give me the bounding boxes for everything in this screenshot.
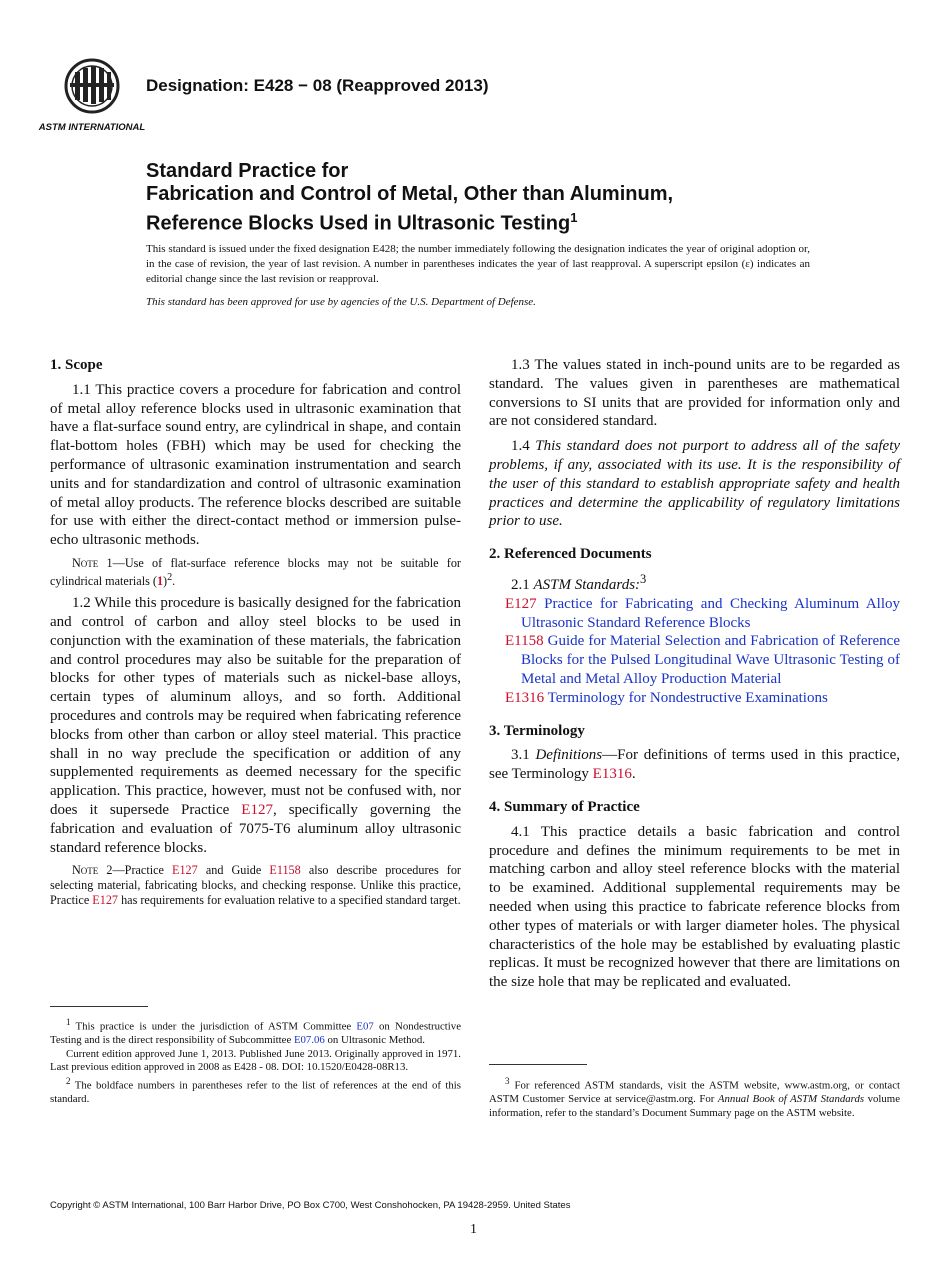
preamble (146, 242, 810, 318)
reference-link-1[interactable]: 1 (156, 573, 164, 588)
link-e07[interactable]: E07 (356, 1020, 374, 1033)
reference-item[interactable]: E1316 Terminology for Nondestructive Examinations (505, 689, 828, 706)
footnote-1: $^1$ This practice is under the jurisdiction of ASTM Committee E07 on Nondestructive Testing and is the direct responsibility of Subcommittee E07.06 on Ultrasonic Method. (50, 1017, 461, 1047)
preamble-designation-note: This standard is issued under the fixed designation E428; the number immediately following the designation indicates the year of original adoption or, in the case of revision, the year of last revision. A number in parentheses indicates the year of last reapproval. A superscript epsilon (ε) indicates an editorial change since the last revision or reapproval. (146, 243, 810, 285)
section-heading-terminology: 3. Terminology (489, 722, 585, 739)
footnote-3: $^3$ For referenced ASTM standards, visit the ASTM website, www.astm.org, or contact ASTM Customer Service at service@astm.org. For Annual Book of ASTM Standards volume information, refer to the standard’s Document Summary page on the ASTM website. (489, 1076, 900, 1119)
title-line-2: Fabrication and Control of Metal, Other than Aluminum, (146, 183, 674, 205)
link-e1158[interactable]: E1158 (505, 633, 544, 650)
footnote-rule (50, 1006, 148, 1007)
section-heading-summary: 4. Summary of Practice (489, 798, 640, 815)
paragraph-2-1: 2.1 ASTM Standards:$^3$ (511, 571, 647, 593)
reference-item[interactable]: E1158 Guide for Material Selection and Fabrication of Reference Blocks for the Pulsed Longitudinal Wave Ultrasonic Testing of Metal and Metal Alloy Production Material (505, 633, 900, 687)
footnote-2: $^2$ The boldface numbers in parentheses refer to the list of references at the end of this standard. (50, 1075, 461, 1106)
link-e127[interactable]: E127 (92, 892, 119, 907)
note-2: Note 2—Practice E127 and Guide E1158 also describe procedures for selecting material, fabricating blocks, and checking response. Unlike this practice, Practice E127 has requirements for evaluation relative to a specified standard target. (50, 863, 461, 907)
footnote-1-edition: Current edition approved June 1, 2013. Published June 2013. Originally approved in 1971. Last previous edition approved in 2008 as E428 - 08. DOI: 10.1520/E0428-08R13. (50, 1047, 461, 1074)
title-footnote-mark: 1 (570, 210, 578, 225)
reference-item[interactable]: E127 Practice for Fabricating and Checking Aluminum Alloy Ultrasonic Standard Reference Blocks (505, 595, 900, 631)
footnotes-left (50, 1016, 461, 1107)
section-heading-referenced-documents: 2. Referenced Documents (489, 546, 652, 563)
paragraph-1-1: 1.1 This practice covers a procedure for fabrication and control of metal alloy reference blocks used in ultrasonic examination that have a flat-surface sound entry, are cylindrical in shape, and contain flat-bottom holes (FBH) which may be used for checking the performance of ultrasonic examination instrumentation and search units and for standardization and control of ultrasonic examination of metal alloy products. The reference blocks described are suitable for use with either the direct-contact method or immersion pulse-echo ultrasonic methods. (50, 381, 461, 549)
paragraph-4-1: 4.1 This practice details a basic fabrication and control procedure and defines the minimum requirements to be met in matching carbon and alloy steel reference blocks with the material to be examined. Additional supplemental requirements may be needed when using this practice to fabricate reference blocks from other types of materials or with larger diameter holes. The physical characteristics of the hole may be established by evaluating plastic replicas. It must be recognized however that there are limitations on the size hole that may be replicated and evaluated. (489, 823, 900, 991)
title-line-3: Reference Blocks Used in Ultrasonic Testing (146, 212, 571, 235)
link-e127[interactable]: E127 (505, 595, 537, 612)
designation: Designation: E428 − 08 (Reapproved 2013) (146, 76, 489, 95)
left-column (50, 356, 461, 907)
link-e07-06[interactable]: E07.06 (293, 1034, 325, 1047)
link-e127[interactable]: E127 (241, 801, 273, 818)
document-title (146, 160, 846, 236)
footnotes-right (489, 1075, 900, 1120)
paragraph-1-3: 1.3 The values stated in inch-pound units are to be regarded as standard. The values given in parentheses are mathematical conversions to SI units that are provided for information only and are not considered standard. (489, 357, 900, 430)
paragraph-1-4: 1.4 This standard does not purport to address all of the safety problems, if any, associated with its use. It is the responsibility of the user of this standard to establish appropriate safety and health practices and determine the applicability of regulatory limitations prior to use. (489, 438, 901, 530)
paragraph-3-1: 3.1 Definitions—For definitions of terms used in this practice, see Terminology E1316. (489, 747, 900, 783)
link-e1316[interactable]: E1316 (592, 766, 632, 783)
link-e1316[interactable]: E1316 (505, 689, 545, 706)
link-e1158[interactable]: E1158 (269, 863, 301, 878)
astm-logo (38, 56, 146, 134)
title-line-1: Standard Practice for (146, 160, 349, 182)
paragraph-1-2: 1.2 While this procedure is basically designed for the fabrication and control of carbon and alloy steel blocks to be used in conjunction with the examination of these materials, the fabrication and control procedures may also be suitable for the preparation of blocks for other types of materials such as nickel-base alloys, certain types of aluminum alloys, and so forth. Additional procedures and controls may be required when fabricating reference blocks from other than carbon or alloy steel material. This practice shall in no way preclude the specification or addition of any supplemented requirements as deemed necessary for the specific application. This practice, however, must not be confused with, nor does it supersede Practice E127, specifically governing the fabrication and evaluation of 7075-T6 aluminum alloy ultrasonic standard reference blocks. (50, 595, 462, 856)
right-column (489, 356, 900, 992)
copyright-notice: Copyright © ASTM International, 100 Barr Harbor Drive, PO Box C700, West Conshohocken, PA 19428-2959. United States (50, 1200, 571, 1211)
astm-logo-icon (38, 56, 146, 134)
footnote-rule (489, 1064, 587, 1065)
link-e127[interactable]: E127 (172, 863, 198, 878)
logo-wordmark: ASTM INTERNATIONAL (38, 122, 146, 133)
preamble-dod-approval: This standard has been approved for use by agencies of the U.S. Department of Defense. (146, 296, 536, 308)
section-heading-scope: 1. Scope (50, 357, 103, 373)
note-1: Note 1—Use of flat-surface reference blocks may not be suitable for cylindrical materials $(1)^2$. (50, 555, 461, 588)
page-number: 1 (470, 1222, 477, 1237)
